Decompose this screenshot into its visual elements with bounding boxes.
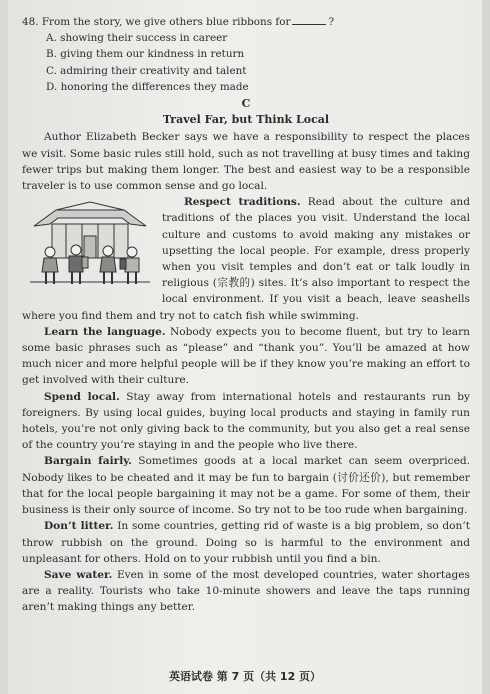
tip-respect-traditions: [22, 194, 470, 324]
tip-bargain-fairly: [22, 453, 470, 518]
tip-spend-local: [22, 389, 470, 454]
tip-dont-litter: [22, 518, 470, 567]
option-d: D. honoring the differences they made: [46, 80, 249, 93]
page-footer: 英语试卷 第 7 页（共 12 页）: [168, 670, 322, 683]
tip-heading: Spend local.: [44, 390, 120, 403]
tip-heading: Bargain fairly.: [44, 455, 132, 468]
page-content: [22, 14, 470, 616]
tip-heading: Respect traditions.: [184, 196, 301, 209]
illustration-svg: [26, 196, 154, 290]
travelers-at-temple-illustration: [26, 196, 154, 290]
tip-learn-language: [22, 324, 470, 389]
passage-title: Travel Far, but Think Local: [162, 113, 330, 127]
answer-blank: [292, 24, 326, 25]
question-stem: 48. From the story, we give others blue ribbons for: [22, 16, 291, 28]
option-c: C. admiring their creativity and talent: [46, 64, 247, 77]
tip-text: In some countries, getting rid of waste is a big problem, so don’t throw rubbish on the ground. Doing so is harmful to the environment and unpleasant for others. Hold on to your rubbish until you find a bin.: [22, 520, 470, 565]
question-mark: ?: [328, 16, 335, 28]
tip-text: Stay away from international hotels and restaurants run by foreigners. By using local guides, buying local products and staying in family run hotels, you’re not only giving back to the community, but you also get a real sense of the country you’re staying in and the people who live there.: [22, 390, 471, 452]
tip-save-water: [22, 567, 470, 616]
option-b: B. giving them our kindness in return: [46, 48, 245, 61]
tip-text: Even in some of the most developed countries, water shortages are a reality. Tourists who take 10-minute showers and leave the taps running aren’t making things any better.: [22, 568, 470, 614]
tip-heading: Save water.: [44, 568, 113, 581]
option-a: A. showing their success in career: [46, 32, 228, 45]
tip-text: Nobody expects you to become fluent, but try to learn some basic phrases such as “please” and “thank you”. You’ll be amazed at how much nicer and more helpful people will be if they know you’re making an effort to get involved with their culture.: [22, 325, 470, 387]
tip-heading: Learn the language.: [44, 325, 166, 338]
section-letter: C: [241, 97, 251, 111]
tip-heading: Don’t litter.: [44, 520, 114, 533]
tip-text: Sometimes goods at a local market can seem overpriced. Nobody likes to be cheated and it may be fun to bargain (讨价还价), but remember that for the local people bargaining it may not be a game. For some of them, their business is their only source of income. So try not to be too rude when bargaining.: [22, 455, 470, 517]
tip-text: Read about the culture and traditions of the places you visit. Understand the local culture and customs to avoid making any mistakes or upsetting the local people. For example, dress properly when you visit temples and don’t eat or talk loudly in religious (宗教的) sites. It’s also important to respect the local environment. If you visit a beach, leave seashells where you find them and try not to catch fish while swimming.: [22, 196, 470, 322]
page-edge-right: [482, 0, 490, 694]
intro-paragraph: Author Elizabeth Becker says we have a responsibility to respect the places we visit. Some basic rules still hold, such as not travelling at busy times and taking fewer trips but making them longer. The best and easiest way to be a responsible traveler is to use common sense and go local.: [22, 131, 470, 193]
question-48: [22, 14, 470, 30]
page-edge-left: [0, 0, 8, 694]
